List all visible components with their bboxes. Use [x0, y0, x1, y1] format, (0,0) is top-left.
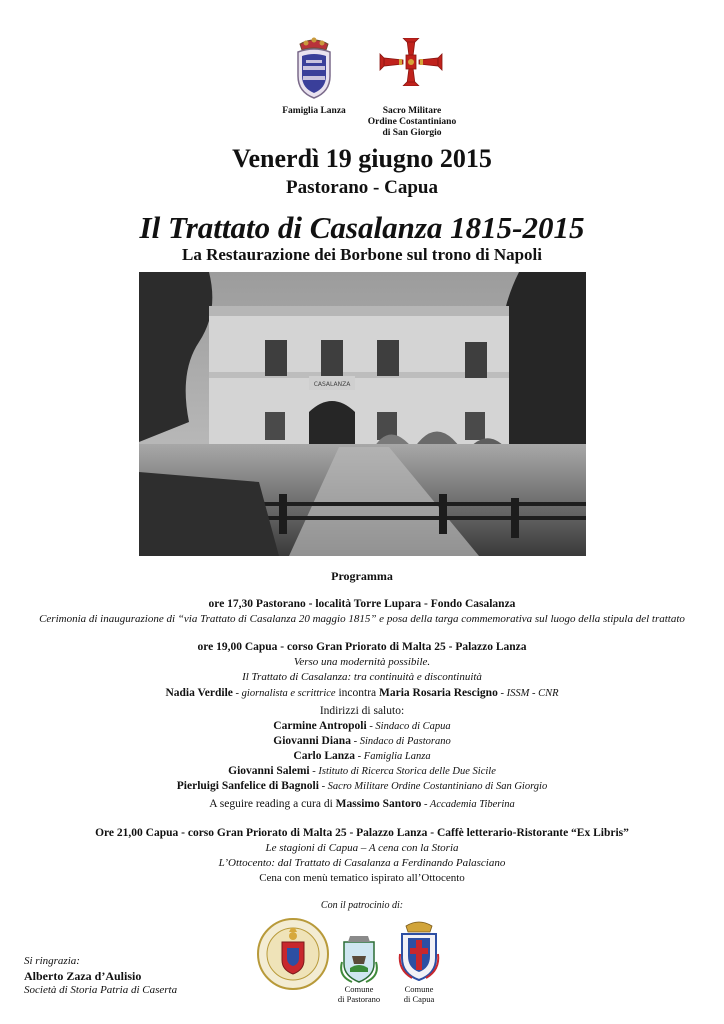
casalanza-historic-photo: [139, 272, 586, 556]
greeting-role: - Sacro Militare Ordine Costantiniano di San Giorgio: [318, 781, 548, 792]
session2-desc-line2: Il Trattato di Casalanza: tra continuità e discontinuità: [242, 671, 482, 683]
greeting-line: [0, 734, 724, 749]
event-title: Il Trattato di Casalanza 1815-2015: [139, 210, 585, 245]
greeting-name: Carmine Antropoli: [273, 720, 367, 732]
capua-label-line: di Capua: [403, 993, 435, 1004]
thanks-label: Si ringrazia:: [24, 955, 80, 967]
pastorano-label: [326, 985, 392, 1004]
constantinian-label-line: di San Giorgio: [382, 128, 442, 138]
incontra-text: incontra: [335, 687, 380, 699]
reading-line: [0, 797, 724, 812]
speaker-role: - giornalista e scrittrice: [232, 688, 336, 699]
greeting-role: - Famiglia Lanza: [355, 751, 431, 762]
greetings-heading: Indirizzi di saluto:: [319, 705, 405, 717]
session3-desc-line1: Le stagioni di Capua – A cena con la Storia: [265, 842, 459, 854]
speaker-role: - ISSM - CNR: [497, 688, 559, 699]
pastorano-label-line: Comune: [344, 984, 374, 994]
greeting-line: [0, 764, 724, 779]
session2-desc-line1: Verso una modernità possibile.: [293, 656, 431, 668]
session3-desc-line3: Cena con menù tematico ispirato all’Ottocento: [259, 872, 465, 884]
session1-description: Cerimonia di inaugurazione di “via Trattato di Casalanza 20 maggio 1815” e posa della targa commemorativa sul luogo della stipula del trattato: [39, 613, 685, 625]
patronage-label: Con il patrocinio di:: [320, 900, 404, 911]
event-subtitle: La Restaurazione dei Borbone sul trono di Napoli: [181, 245, 543, 264]
thanks-name: Alberto Zaza d’Aulisio: [24, 969, 142, 983]
greeting-line: [0, 779, 724, 794]
thanks-organization: Società di Storia Patria di Caserta: [24, 984, 178, 996]
pastorano-label-line: di Pastorano: [337, 993, 381, 1004]
reading-role: - Accademia Tiberina: [421, 799, 515, 810]
lanza-crest-label: Famiglia Lanza: [282, 106, 346, 116]
constantinian-order-cross-icon: [378, 38, 444, 86]
session3-desc-line2: L’Ottocento: dal Trattato di Casalanza a Ferdinando Palasciano: [218, 857, 506, 869]
capua-label-line: Comune: [404, 984, 434, 994]
greeting-role: - Sindaco di Capua: [366, 721, 451, 732]
photo-sign-text: CASALANZA: [313, 381, 351, 388]
reading-prefix: A seguire reading a cura di: [209, 798, 336, 810]
session1-time: ore 17,30 Pastorano - località Torre Lupara - Fondo Casalanza: [208, 598, 516, 610]
constantinian-label-line: Ordine Costantiniano: [367, 117, 457, 127]
reading-name: Massimo Santoro: [335, 798, 422, 810]
comune-pastorano-crest-icon: [338, 932, 380, 984]
greeting-name: Giovanni Diana: [273, 735, 351, 747]
lanza-family-crest-icon: [290, 36, 338, 100]
event-place: Pastorano - Capua: [285, 177, 438, 198]
constantinian-label-line: Sacro Militare: [382, 106, 442, 116]
constantinian-crest-label: [360, 106, 464, 139]
greeting-name: Carlo Lanza: [293, 750, 356, 762]
speaker-name: Nadia Verdile: [165, 687, 233, 699]
program-heading: Programma: [331, 569, 393, 583]
speaker-name: Maria Rosaria Rescigno: [379, 687, 498, 699]
istituto-ricerca-storica-seal-icon: [256, 914, 330, 994]
event-date: Venerdì 19 giugno 2015: [232, 144, 492, 173]
comune-capua-crest-icon: [396, 918, 442, 984]
capua-label: [386, 985, 452, 1004]
greeting-role: - Istituto di Ricerca Storica delle Due Sicile: [309, 766, 496, 777]
greeting-role: - Sindaco di Pastorano: [350, 736, 451, 747]
speakers-line: [0, 686, 724, 701]
greeting-line: [0, 719, 724, 734]
greeting-line: [0, 749, 724, 764]
session2-time: ore 19,00 Capua - corso Gran Priorato di Malta 25 - Palazzo Lanza: [197, 641, 527, 653]
greeting-name: Pierluigi Sanfelice di Bagnoli: [176, 780, 319, 792]
session3-time: Ore 21,00 Capua - corso Gran Priorato di Malta 25 - Palazzo Lanza - Caffè letterario-Ristorante “Ex Libris”: [95, 827, 629, 839]
greeting-name: Giovanni Salemi: [228, 765, 310, 777]
